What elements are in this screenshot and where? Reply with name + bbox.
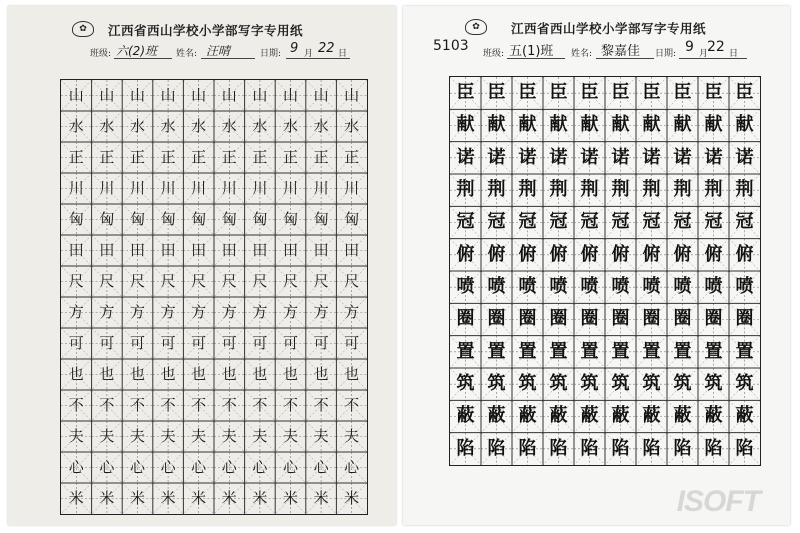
practice-character: 献 — [704, 114, 723, 136]
practice-character: 田 — [191, 241, 207, 259]
practice-character: 川 — [191, 179, 207, 197]
date-label: 日期: — [655, 49, 677, 59]
practice-character: 川 — [252, 179, 268, 197]
practice-character: 陷 — [456, 437, 475, 459]
practice-character: 山 — [282, 86, 298, 104]
practice-character: 水 — [160, 117, 176, 135]
practice-character: 喷 — [735, 276, 754, 297]
practice-character: 也 — [221, 365, 237, 383]
practice-character: 正 — [252, 148, 268, 166]
practice-character: 也 — [344, 365, 360, 383]
practice-character: 不 — [344, 396, 360, 414]
practice-character: 田 — [68, 241, 84, 259]
practice-character: 川 — [344, 179, 360, 197]
practice-character: 陷 — [611, 437, 630, 459]
practice-character: 献 — [456, 114, 475, 136]
practice-character: 匈 — [160, 210, 176, 228]
practice-character: 诺 — [456, 146, 475, 168]
practice-character: 水 — [129, 117, 145, 135]
practice-character: 置 — [673, 340, 692, 362]
date-day-unit: 日 — [338, 49, 348, 59]
practice-character: 米 — [160, 489, 176, 507]
practice-character: 心 — [191, 458, 207, 476]
practice-character: 冠 — [456, 211, 475, 233]
practice-character: 诺 — [580, 146, 599, 168]
practice-character: 尺 — [129, 272, 145, 290]
practice-character: 置 — [642, 340, 661, 362]
practice-character: 田 — [160, 241, 176, 259]
practice-character: 蔽 — [642, 405, 661, 427]
practice-character: 夫 — [129, 427, 145, 445]
practice-character: 川 — [282, 179, 298, 197]
practice-character: 献 — [611, 114, 630, 136]
practice-character: 陷 — [580, 437, 599, 459]
practice-character: 不 — [129, 396, 145, 414]
school-logo-icon: ✿ — [72, 21, 94, 37]
practice-character: 川 — [160, 179, 176, 197]
practice-character: 冠 — [549, 211, 568, 233]
practice-character: 尺 — [191, 272, 207, 290]
school-logo-icon: ✿ — [465, 19, 487, 35]
practice-character: 圈 — [735, 308, 754, 330]
practice-character: 田 — [129, 241, 145, 259]
date-month-unit: 月 — [304, 49, 314, 59]
practice-character: 水 — [344, 117, 360, 135]
practice-character: 方 — [68, 303, 84, 321]
practice-character: 米 — [282, 489, 298, 507]
class-label: 班级: — [90, 49, 112, 59]
practice-character: 喷 — [642, 276, 661, 297]
date-month: 9 — [685, 39, 694, 55]
practice-character: 也 — [129, 365, 145, 383]
practice-character: 可 — [99, 334, 115, 352]
practice-character: 川 — [68, 179, 84, 197]
practice-character: 不 — [282, 396, 298, 414]
practice-character: 正 — [99, 148, 115, 166]
practice-character: 匈 — [221, 210, 237, 228]
name-label: 姓名: — [176, 49, 198, 59]
practice-character: 夫 — [99, 427, 115, 445]
name-value: 黎嘉佳 — [601, 44, 641, 59]
practice-character: 荆 — [456, 179, 475, 200]
practice-character: 夫 — [160, 427, 176, 445]
practice-character: 俯 — [611, 243, 630, 265]
practice-character: 尺 — [282, 272, 298, 290]
practice-character: 尺 — [344, 272, 360, 290]
grid-lines — [61, 80, 367, 514]
practice-character: 荆 — [704, 179, 723, 200]
practice-character: 山 — [68, 86, 84, 104]
practice-character: 可 — [191, 334, 207, 352]
practice-character: 陷 — [735, 437, 754, 459]
practice-character: 筑 — [611, 373, 630, 394]
practice-character: 方 — [344, 303, 360, 321]
practice-character: 陷 — [549, 437, 568, 459]
practice-character: 冠 — [704, 211, 723, 233]
practice-character: 冠 — [487, 211, 506, 233]
practice-character: 蔽 — [673, 405, 692, 427]
practice-character: 荆 — [735, 179, 754, 200]
practice-character: 匈 — [252, 210, 268, 228]
practice-character: 尺 — [68, 272, 84, 290]
practice-character: 诺 — [611, 146, 630, 168]
practice-character: 圈 — [704, 308, 723, 330]
practice-character: 尺 — [252, 272, 268, 290]
practice-character: 也 — [282, 365, 298, 383]
practice-character: 俯 — [580, 243, 599, 265]
practice-character: 可 — [68, 334, 84, 352]
practice-character: 方 — [313, 303, 329, 321]
practice-character: 荆 — [518, 179, 537, 200]
practice-character: 圈 — [456, 308, 475, 330]
class-value: 六(2)班 — [116, 44, 157, 58]
practice-character: 筑 — [735, 373, 754, 394]
practice-character: 山 — [160, 86, 176, 104]
practice-character: 心 — [282, 458, 298, 476]
practice-character: 方 — [252, 303, 268, 321]
practice-character: 也 — [191, 365, 207, 383]
practice-character: 匈 — [191, 210, 207, 228]
watermark: ISOFT — [676, 485, 760, 518]
worksheet-title: 江西省西山学校小学部写字专用纸 — [108, 23, 304, 38]
practice-character: 冠 — [673, 211, 692, 233]
practice-character: 献 — [673, 114, 692, 136]
practice-character: 不 — [68, 396, 84, 414]
practice-character: 不 — [160, 396, 176, 414]
name-value: 汪晴 — [206, 44, 231, 58]
practice-character: 喷 — [456, 276, 475, 297]
practice-character: 不 — [252, 396, 268, 414]
practice-character: 蔽 — [611, 405, 630, 427]
practice-character: 筑 — [642, 373, 661, 394]
practice-character: 正 — [191, 148, 207, 166]
practice-character: 可 — [221, 334, 237, 352]
practice-character: 水 — [221, 117, 237, 135]
practice-character: 米 — [191, 489, 207, 507]
practice-character: 心 — [68, 458, 84, 476]
practice-character: 献 — [487, 114, 506, 136]
practice-character: 诺 — [642, 146, 661, 168]
practice-character: 置 — [611, 340, 630, 362]
practice-character: 方 — [160, 303, 176, 321]
practice-character: 俯 — [735, 243, 754, 265]
practice-character: 献 — [549, 114, 568, 136]
practice-character: 圈 — [518, 308, 537, 330]
practice-character: 水 — [99, 117, 115, 135]
practice-character: 匈 — [129, 210, 145, 228]
practice-character: 也 — [160, 365, 176, 383]
practice-character: 尺 — [160, 272, 176, 290]
practice-character: 俯 — [549, 243, 568, 265]
practice-character: 水 — [191, 117, 207, 135]
practice-character: 蔽 — [518, 405, 537, 427]
practice-character: 诺 — [735, 146, 754, 168]
practice-character: 方 — [282, 303, 298, 321]
practice-character: 臣 — [487, 82, 506, 103]
practice-character: 米 — [313, 489, 329, 507]
practice-character: 俯 — [456, 243, 475, 265]
practice-character: 尺 — [99, 272, 115, 290]
practice-character: 山 — [191, 86, 207, 104]
practice-character: 匈 — [282, 210, 298, 228]
practice-character: 陷 — [518, 437, 537, 459]
practice-character: 米 — [252, 489, 268, 507]
practice-character: 蔽 — [456, 405, 475, 427]
practice-character: 喷 — [611, 276, 630, 297]
practice-character: 匈 — [99, 210, 115, 228]
practice-character: 方 — [99, 303, 115, 321]
practice-character: 冠 — [580, 211, 599, 233]
practice-character: 方 — [221, 303, 237, 321]
practice-character: 臣 — [704, 82, 723, 103]
practice-character: 可 — [160, 334, 176, 352]
practice-character: 米 — [99, 489, 115, 507]
practice-character: 陷 — [673, 437, 692, 459]
practice-character: 方 — [191, 303, 207, 321]
practice-character: 陷 — [487, 437, 506, 459]
practice-character: 正 — [344, 148, 360, 166]
practice-character: 筑 — [673, 373, 692, 394]
practice-character: 献 — [735, 114, 754, 136]
practice-character: 山 — [252, 86, 268, 104]
practice-character: 心 — [160, 458, 176, 476]
practice-character: 筑 — [549, 373, 568, 394]
practice-character: 俯 — [704, 243, 723, 265]
practice-character: 米 — [129, 489, 145, 507]
practice-character: 不 — [221, 396, 237, 414]
practice-character: 喷 — [518, 276, 537, 297]
practice-character: 喷 — [549, 276, 568, 297]
practice-character: 筑 — [487, 373, 506, 394]
practice-character: 荆 — [611, 179, 630, 200]
practice-character: 米 — [221, 489, 237, 507]
practice-character: 夫 — [282, 427, 298, 445]
practice-character: 蔽 — [735, 405, 754, 427]
practice-character: 田 — [252, 241, 268, 259]
class-label: 班级: — [483, 49, 505, 59]
practice-character: 冠 — [518, 211, 537, 233]
class-value: 五(1)班 — [509, 44, 554, 59]
practice-character: 水 — [252, 117, 268, 135]
practice-character: 可 — [344, 334, 360, 352]
practice-character: 冠 — [611, 211, 630, 233]
writing-grid — [60, 79, 368, 515]
practice-character: 诺 — [487, 146, 506, 168]
practice-character: 荆 — [642, 179, 661, 200]
date-day-unit: 日 — [729, 49, 739, 59]
grid-lines — [450, 77, 760, 465]
practice-character: 夫 — [221, 427, 237, 445]
practice-character: 尺 — [313, 272, 329, 290]
practice-character: 荆 — [549, 179, 568, 200]
practice-character: 正 — [313, 148, 329, 166]
practice-character: 臣 — [456, 82, 475, 103]
practice-character: 山 — [221, 86, 237, 104]
practice-character: 也 — [99, 365, 115, 383]
practice-character: 冠 — [642, 211, 661, 233]
practice-character: 米 — [68, 489, 84, 507]
practice-character: 正 — [68, 148, 84, 166]
practice-character: 置 — [456, 340, 475, 362]
practice-character: 筑 — [456, 373, 475, 394]
practice-character: 心 — [313, 458, 329, 476]
practice-character: 筑 — [518, 373, 537, 394]
practice-character: 置 — [549, 340, 568, 362]
practice-character: 圈 — [611, 308, 630, 330]
practice-character: 水 — [282, 117, 298, 135]
practice-character: 夫 — [68, 427, 84, 445]
practice-character: 臣 — [580, 82, 599, 103]
practice-character: 心 — [252, 458, 268, 476]
writing-grid — [449, 76, 761, 466]
practice-character: 心 — [344, 458, 360, 476]
practice-character: 圈 — [549, 308, 568, 330]
practice-character: 荆 — [673, 179, 692, 200]
practice-character: 诺 — [704, 146, 723, 168]
practice-character: 不 — [191, 396, 207, 414]
practice-character: 山 — [313, 86, 329, 104]
practice-character: 山 — [129, 86, 145, 104]
practice-character: 圈 — [642, 308, 661, 330]
practice-character: 夫 — [313, 427, 329, 445]
practice-character: 臣 — [735, 82, 754, 103]
margin-note: 5103 — [433, 38, 469, 54]
practice-character: 川 — [221, 179, 237, 197]
practice-character: 山 — [99, 86, 115, 104]
practice-character: 喷 — [673, 276, 692, 297]
practice-character: 田 — [99, 241, 115, 259]
date-day: 22 — [707, 39, 725, 55]
practice-character: 诺 — [673, 146, 692, 168]
date-month-unit: 月 — [699, 49, 709, 59]
left-worksheet — [8, 6, 396, 525]
practice-character: 臣 — [518, 82, 537, 103]
practice-character: 米 — [344, 489, 360, 507]
practice-character: 喷 — [704, 276, 723, 297]
right-worksheet — [403, 6, 790, 525]
practice-character: 匈 — [313, 210, 329, 228]
practice-character: 夫 — [344, 427, 360, 445]
practice-character: 置 — [735, 340, 754, 362]
practice-character: 臣 — [549, 82, 568, 103]
practice-character: 臣 — [673, 82, 692, 103]
practice-character: 圈 — [580, 308, 599, 330]
practice-character: 蔽 — [704, 405, 723, 427]
practice-character: 蔽 — [487, 405, 506, 427]
practice-character: 献 — [518, 114, 537, 136]
practice-character: 俯 — [642, 243, 661, 265]
practice-character: 正 — [129, 148, 145, 166]
practice-character: 不 — [313, 396, 329, 414]
date-label: 日期: — [260, 49, 282, 59]
practice-character: 田 — [221, 241, 237, 259]
practice-character: 可 — [129, 334, 145, 352]
practice-character: 陷 — [704, 437, 723, 459]
practice-character: 正 — [160, 148, 176, 166]
practice-character: 可 — [313, 334, 329, 352]
practice-character: 川 — [313, 179, 329, 197]
practice-character: 俯 — [518, 243, 537, 265]
practice-character: 也 — [313, 365, 329, 383]
practice-character: 臣 — [611, 82, 630, 103]
practice-character: 不 — [99, 396, 115, 414]
practice-character: 匈 — [344, 210, 360, 228]
practice-character: 水 — [68, 117, 84, 135]
practice-character: 川 — [129, 179, 145, 197]
practice-character: 夫 — [252, 427, 268, 445]
practice-character: 陷 — [642, 437, 661, 459]
practice-character: 正 — [221, 148, 237, 166]
practice-character: 心 — [129, 458, 145, 476]
practice-character: 心 — [221, 458, 237, 476]
practice-character: 置 — [487, 340, 506, 362]
practice-character: 田 — [344, 241, 360, 259]
practice-character: 也 — [68, 365, 84, 383]
practice-character: 筑 — [580, 373, 599, 394]
practice-character: 献 — [642, 114, 661, 136]
practice-character: 也 — [252, 365, 268, 383]
worksheet-title: 江西省西山学校小学部写字专用纸 — [511, 21, 707, 36]
practice-character: 荆 — [580, 179, 599, 200]
practice-character: 心 — [99, 458, 115, 476]
practice-character: 圈 — [673, 308, 692, 330]
practice-character: 夫 — [191, 427, 207, 445]
date-day: 22 — [318, 41, 335, 56]
practice-character: 田 — [313, 241, 329, 259]
practice-character: 置 — [704, 340, 723, 362]
practice-character: 可 — [252, 334, 268, 352]
practice-character: 尺 — [221, 272, 237, 290]
practice-character: 喷 — [487, 276, 506, 297]
practice-character: 臣 — [642, 82, 661, 103]
practice-character: 方 — [129, 303, 145, 321]
practice-character: 水 — [313, 117, 329, 135]
date-month: 9 — [290, 41, 299, 56]
practice-character: 俯 — [673, 243, 692, 265]
practice-character: 筑 — [704, 373, 723, 394]
practice-character: 荆 — [487, 179, 506, 200]
practice-character: 川 — [99, 179, 115, 197]
name-label: 姓名: — [571, 49, 593, 59]
practice-character: 田 — [282, 241, 298, 259]
practice-character: 喷 — [580, 276, 599, 297]
practice-character: 山 — [344, 86, 360, 104]
practice-character: 正 — [282, 148, 298, 166]
practice-character: 可 — [282, 334, 298, 352]
practice-character: 诺 — [518, 146, 537, 168]
practice-character: 蔽 — [580, 405, 599, 427]
practice-character: 诺 — [549, 146, 568, 168]
practice-character: 圈 — [487, 308, 506, 330]
practice-character: 匈 — [68, 210, 84, 228]
practice-character: 蔽 — [549, 405, 568, 427]
practice-character: 置 — [518, 340, 537, 362]
practice-character: 俯 — [487, 243, 506, 265]
practice-character: 冠 — [735, 211, 754, 233]
practice-character: 置 — [580, 340, 599, 362]
practice-character: 献 — [580, 114, 599, 136]
